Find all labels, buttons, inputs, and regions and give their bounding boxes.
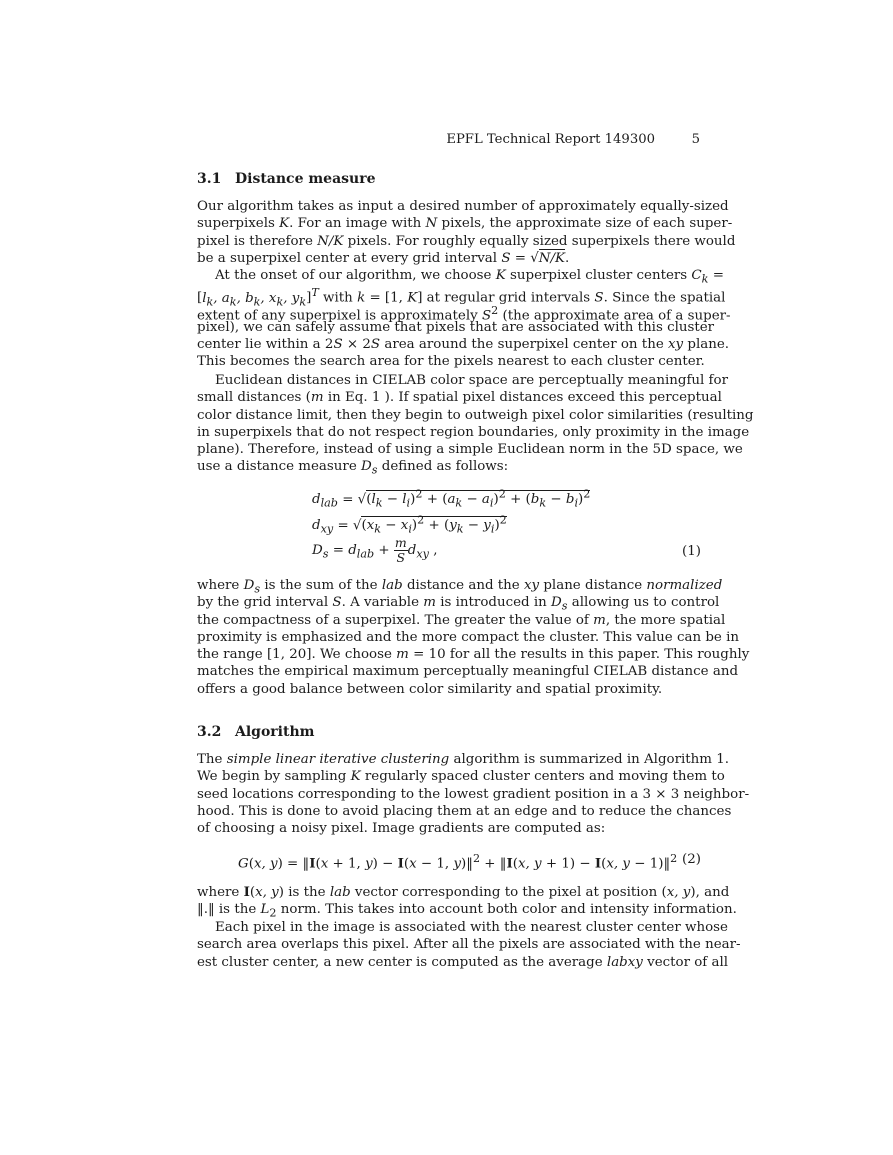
text-line: hood. This is done to avoid placing them at an edge and to reduce the chances <box>197 803 732 819</box>
text-line: We begin by sampling K regularly spaced cluster centers and moving them to <box>197 769 725 785</box>
text-line: small distances (m in Eq. 1 ). If spatial pixel distances exceed this perceptual <box>197 390 722 406</box>
text-line: Euclidean distances in CIELAB color space are perceptually meaningful for <box>215 373 728 388</box>
page-number: 5 <box>691 132 700 147</box>
equation-number: (1) <box>682 544 701 559</box>
text-line: be a superpixel center at every grid interval S = √N/K. <box>197 250 570 266</box>
text-line: of choosing a noisy pixel. Image gradients are computed as: <box>197 821 606 837</box>
text-line: where $D_s$ is the sum of the lab distance and the xy plane distance normalized <box>197 578 723 596</box>
header-title: EPFL Technical Report 149300 <box>446 132 655 147</box>
equation-1-line-3: $D_s = d_{lab}$ + $\frac{m}{S}$ $d_{xy}$ , <box>312 535 438 565</box>
text-line: the compactness of a superpixel. The greater the value of m, the more spatial <box>197 612 726 628</box>
text-line: center lie within a 2S × 2S area around the superpixel center on the xy plane. <box>197 337 730 353</box>
text-line: color distance limit, then they begin to outweigh pixel color similarities (resulting <box>197 407 754 423</box>
equation-2: G(x, y) = ‖I(x + 1, y) − I(x − 1, y)‖$^2$ + ‖I(x, y + 1) − I(x, y − 1)‖$^2$ <box>238 852 678 872</box>
text-line: At the onset of our algorithm, we choose K superpixel cluster centers $C_k$ = <box>215 268 724 286</box>
section-title: Distance measure <box>235 171 376 187</box>
text-line: pixel), we can safely assume that pixels that are associated with this cluster <box>197 319 715 335</box>
text-line: by the grid interval S. A variable m is introduced in $D_s$ allowing us to control <box>197 595 720 613</box>
equation-1-line-1: $d_{lab} = √(l_k - l_i)^2 + (a_k - a_i)^2 + (b_k - b_i)^2$ <box>312 488 591 511</box>
equation-1-line-2: $d_{xy} = √(x_k - x_i)^2 + (y_k - y_i)^2$ <box>312 514 507 537</box>
text-line: search area overlaps this pixel. After all the pixels are associated with the near- <box>197 937 741 953</box>
section-number: 3.1 <box>197 171 222 187</box>
paragraph-1 <box>197 198 736 267</box>
text-line: extent of any superpixel is approximately $S^2$ (the approximate area of a super- <box>197 303 731 324</box>
section-title: Algorithm <box>235 724 315 740</box>
text-line: the range [1, 20]. We choose m = 10 for all the results in this paper. This roughly <box>197 647 750 663</box>
text-line: use a distance measure $D_s$ defined as follows: <box>197 459 509 478</box>
text-line: matches the empirical maximum perceptually meaningful CIELAB distance and <box>197 664 739 680</box>
text-line: [$l_k$, $a_k$, $b_k$, $x_k$, $y_k]^T$ with k = [1, K] at regular grid intervals S. Since the spatial <box>197 286 726 309</box>
text-line: seed locations corresponding to the lowest gradient position in a 3 × 3 neighbor- <box>197 786 750 802</box>
text-line: Each pixel in the image is associated with the nearest cluster center whose <box>215 920 728 935</box>
text-line: ‖.‖ is the $L_2$ norm. This takes into account both color and intensity information. <box>197 902 737 920</box>
section-heading-3-1 <box>197 171 376 187</box>
running-header <box>197 132 703 152</box>
text-line: proximity is emphasized and the more compact the cluster. This value can be in <box>197 629 739 645</box>
text-line: est cluster center, a new center is computed as the average labxy vector of all <box>197 954 729 970</box>
paragraph-2 <box>197 267 731 371</box>
paragraph-4 <box>197 577 750 698</box>
paragraph-3 <box>197 372 754 478</box>
text-line: offers a good balance between color similarity and spatial proximity. <box>197 681 663 697</box>
text-line: where I(x, y) is the lab vector corresponding to the pixel at position (x, y), and <box>197 884 730 900</box>
text-line: plane). Therefore, instead of using a simple Euclidean norm in the 5D space, we <box>197 442 743 458</box>
equation-number: (2) <box>682 852 701 867</box>
paragraph-7 <box>197 919 741 971</box>
section-heading-3-2 <box>197 724 314 740</box>
text-line: The simple linear iterative clustering algorithm is summarized in Algorithm 1. <box>197 752 729 767</box>
paragraph-5 <box>197 751 750 837</box>
text-line: Our algorithm takes as input a desired number of approximately equally-sized <box>197 199 729 214</box>
paragraph-6 <box>197 884 737 920</box>
section-number: 3.2 <box>197 724 222 740</box>
text-line: pixel is therefore N/K pixels. For roughly equally sized superpixels there would <box>197 233 736 249</box>
text-line: in superpixels that do not respect region boundaries, only proximity in the image <box>197 424 750 440</box>
text-line: This becomes the search area for the pixels nearest to each cluster center. <box>197 354 705 370</box>
text-line: superpixels K. For an image with N pixels, the approximate size of each super- <box>197 216 733 232</box>
